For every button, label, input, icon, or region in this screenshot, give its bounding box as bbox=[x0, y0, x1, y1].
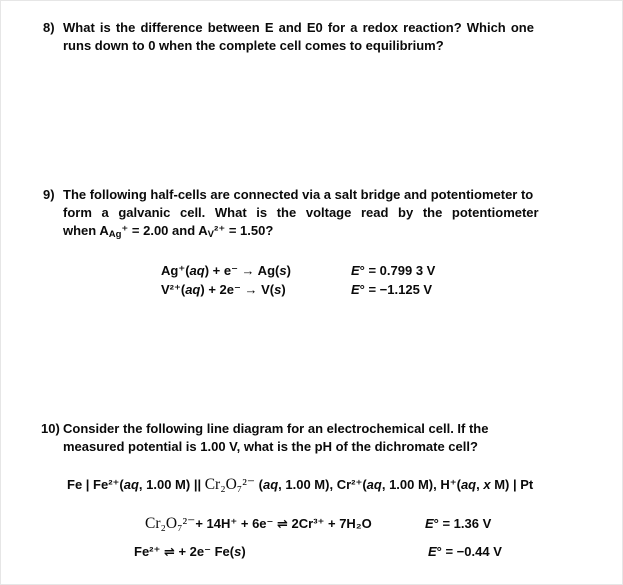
iron-half-reaction bbox=[134, 541, 428, 562]
text-segment: , 1.00 M), Cr²⁺( bbox=[278, 477, 367, 492]
question-9-number: 9) bbox=[43, 187, 55, 202]
half-reaction-row bbox=[134, 541, 590, 562]
text-segment: Consider the following line diagram for an electrochemical cell. If the bbox=[63, 421, 489, 436]
text-segment: ° = −1.125 V bbox=[359, 282, 433, 297]
text-segment: ) bbox=[281, 282, 286, 297]
text-segment: What is the difference between E and E0 for a redox reaction? Which one bbox=[63, 20, 534, 35]
silver-standard-potential bbox=[351, 261, 435, 280]
text-segment: runs down to 0 when the complete cell comes to equilibrium? bbox=[63, 38, 444, 53]
question-10-number: 10) bbox=[41, 421, 60, 436]
silver-half-reaction bbox=[161, 261, 351, 280]
half-reaction-row bbox=[145, 513, 590, 534]
text-segment: Fe²⁺ ⇌ + 2e⁻ Fe( bbox=[134, 544, 235, 559]
text-segment: when A bbox=[63, 223, 109, 238]
dichromate-half-reaction bbox=[145, 513, 425, 534]
text-segment: Ag⁺( bbox=[161, 263, 190, 278]
question-9-half-reactions bbox=[161, 261, 590, 299]
text-segment: ) bbox=[241, 544, 246, 559]
text-segment: ) + e⁻ → Ag( bbox=[204, 263, 280, 278]
text-segment: aq bbox=[263, 477, 279, 492]
text-segment: aq bbox=[185, 282, 201, 297]
text-segment: form a galvanic cell. What is the voltage read by the potentiometer bbox=[63, 205, 539, 220]
text-segment: aq bbox=[189, 263, 205, 278]
iron-standard-potential bbox=[428, 541, 502, 562]
question-8 bbox=[43, 19, 590, 55]
text-segment: Fe | Fe²⁺( bbox=[67, 477, 124, 492]
text-segment: E bbox=[428, 544, 437, 559]
text-segment: ( bbox=[255, 477, 263, 492]
text-segment: ° = −0.44 V bbox=[436, 544, 502, 559]
vanadium-standard-potential bbox=[351, 280, 432, 299]
text-segment: ⁺ bbox=[121, 223, 129, 238]
question-8-number: 8) bbox=[43, 20, 55, 35]
text-segment: = 2.00 and A bbox=[128, 223, 208, 238]
text-segment: measured potential is 1.00 V, what is the pH of the dichromate cell? bbox=[63, 439, 478, 454]
text-segment: The following half-cells are connected via a salt bridge and potentiometer to bbox=[63, 187, 534, 202]
text-segment: Cr₂O₇²⁻ bbox=[145, 515, 196, 532]
text-segment: , 1.00 M), H⁺( bbox=[381, 477, 461, 492]
text-segment: V bbox=[207, 229, 214, 240]
text-segment: ) + 2e⁻ → V( bbox=[200, 282, 275, 297]
text-segment: aq bbox=[123, 477, 139, 492]
question-8-text bbox=[63, 19, 534, 55]
text-segment: M) | Pt bbox=[490, 477, 534, 492]
text-segment: ° = 0.799 3 V bbox=[359, 263, 436, 278]
half-reaction-row bbox=[161, 280, 590, 299]
text-segment: Ag bbox=[108, 229, 122, 240]
text-segment: aq bbox=[460, 477, 477, 492]
text-segment: aq bbox=[366, 477, 382, 492]
text-segment: ²⁺ bbox=[214, 223, 226, 238]
text-segment: Cr₂O₇²⁻ bbox=[204, 476, 256, 493]
text-segment: ) bbox=[286, 263, 291, 278]
vanadium-half-reaction bbox=[161, 280, 351, 299]
text-segment: V²⁺( bbox=[161, 282, 186, 297]
question-9-text bbox=[63, 186, 539, 244]
text-segment: s bbox=[234, 544, 242, 559]
half-reaction-row bbox=[161, 261, 590, 280]
text-segment: ° = 1.36 V bbox=[433, 516, 492, 531]
text-segment: = 1.50? bbox=[225, 223, 274, 238]
text-segment: , bbox=[476, 477, 484, 492]
text-segment: + 14H⁺ + 6e⁻ ⇌ 2Cr³⁺ + 7H₂O bbox=[195, 516, 372, 531]
text-segment: E bbox=[351, 263, 360, 278]
cell-line-diagram bbox=[67, 475, 590, 495]
dichromate-standard-potential bbox=[425, 513, 491, 534]
text-segment: E bbox=[425, 516, 434, 531]
text-segment: s bbox=[274, 282, 282, 297]
question-10-text bbox=[63, 420, 488, 456]
question-9 bbox=[43, 186, 590, 244]
text-segment: x bbox=[483, 477, 491, 492]
text-segment: , 1.00 M) || bbox=[138, 477, 205, 492]
text-segment: E bbox=[351, 282, 360, 297]
question-10 bbox=[43, 420, 590, 456]
text-segment: s bbox=[279, 263, 287, 278]
